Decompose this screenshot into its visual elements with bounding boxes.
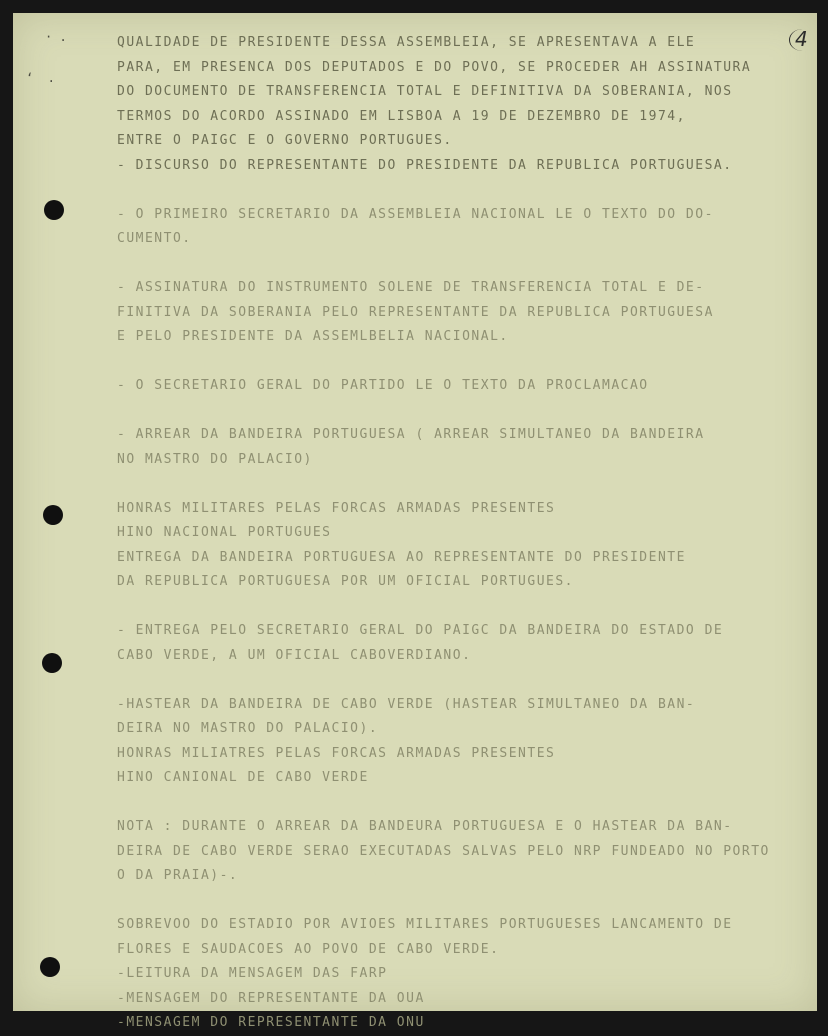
text-line: FINITIVA DA SOBERANIA PELO REPRESENTANTE DA REPUBLICA PORTUGUESA <box>117 304 714 320</box>
text-line: NOTA : DURANTE O ARREAR DA BANDEURA PORTUGUESA E O HASTEAR DA BAN- <box>117 819 733 834</box>
text-line: TERMOS DO ACORDO ASSINADO EM LISBOA A 19 DE DEZEMBRO DE 1974, <box>117 108 686 124</box>
typed-text-body <box>117 31 817 1036</box>
text-line: CABO VERDE, A UM OFICIAL CABOVERDIANO. <box>117 647 472 663</box>
text-line: DEIRA NO MASTRO DO PALACIO). <box>117 721 379 736</box>
text-line: - ASSINATURA DO INSTRUMENTO SOLENE DE TRANSFERENCIA TOTAL E DE- <box>117 280 705 295</box>
blank-line <box>117 595 817 620</box>
text-line: DEIRA DE CABO VERDE SERAO EXECUTADAS SALVAS PELO NRP FUNDEADO NO PORTO <box>117 843 770 859</box>
text-line: QUALIDADE DE PRESIDENTE DESSA ASSEMBLEIA, SE APRESENTAVA A ELE <box>117 35 696 50</box>
blank-line <box>117 350 817 375</box>
text-line: DA REPUBLICA PORTUGUESA POR UM OFICIAL PORTUGUES. <box>117 574 575 589</box>
text-line: ENTREGA DA BANDEIRA PORTUGUESA AO REPRESENTANTE DO PRESIDENTE <box>117 549 686 565</box>
text-line: ENTRE O PAIGC E O GOVERNO PORTUGUES. <box>117 133 453 148</box>
text-line: DO DOCUMENTO DE TRANSFERENCIA TOTAL E DEFINITIVA DA SOBERANIA, NOS <box>117 84 733 99</box>
text-line: - O SECRETARIO GERAL DO PARTIDO LE O TEXTO DA PROCLAMACAO <box>117 378 649 393</box>
text-line: E PELO PRESIDENTE DA ASSEMLBELIA NACIONAL. <box>117 329 509 344</box>
binder-hole <box>43 505 63 525</box>
text-line: CUMENTO. <box>117 231 192 246</box>
text-line: NO MASTRO DO PALACIO) <box>117 451 313 467</box>
text-line: -HASTEAR DA BANDEIRA DE CABO VERDE (HASTEAR SIMULTANEO DA BAN- <box>117 696 696 712</box>
blank-line <box>117 668 817 693</box>
stray-mark: · . <box>45 30 67 44</box>
text-line: -MENSAGEM DO REPRESENTANTE DA ONU <box>117 1015 425 1030</box>
text-line: HINO CANIONAL DE CABO VERDE <box>117 770 369 785</box>
blank-line <box>117 252 817 277</box>
text-line: -LEITURA DA MENSAGEM DAS FARP <box>117 966 388 981</box>
text-line: O DA PRAIA)-. <box>117 868 239 883</box>
blank-line <box>117 178 817 203</box>
text-line: FLORES E SAUDACOES AO POVO DE CABO VERDE. <box>117 941 500 957</box>
binder-hole <box>42 653 62 673</box>
text-line: - ARREAR DA BANDEIRA PORTUGUESA ( ARREAR SIMULTANEO DA BANDEIRA <box>117 427 705 442</box>
blank-line <box>117 791 817 816</box>
document-page <box>13 13 817 1030</box>
stray-mark: ‘ . <box>26 71 55 85</box>
text-line: - DISCURSO DO REPRESENTANTE DO PRESIDENTE DA REPUBLICA PORTUGUESA. <box>117 157 733 173</box>
text-line: PARA, EM PRESENCA DOS DEPUTADOS E DO POVO, SE PROCEDER AH ASSINATURA <box>117 59 752 75</box>
blank-line <box>117 889 817 914</box>
text-line: - O PRIMEIRO SECRETARIO DA ASSEMBLEIA NACIONAL LE O TEXTO DO DO- <box>117 206 714 222</box>
binder-hole <box>44 200 64 220</box>
text-line: HONRAS MILITARES PELAS FORCAS ARMADAS PRESENTES <box>117 500 556 516</box>
binder-hole <box>40 957 60 977</box>
text-line: SOBREVOO DO ESTADIO POR AVIOES MILITARES PORTUGUESES LANCAMENTO DE <box>117 917 733 932</box>
text-line: HINO NACIONAL PORTUGUES <box>117 525 332 540</box>
text-line: -MENSAGEM DO REPRESENTANTE DA OUA <box>117 990 425 1006</box>
text-line: HONRAS MILIATRES PELAS FORCAS ARMADAS PRESENTES <box>117 745 556 761</box>
blank-line <box>117 472 817 497</box>
page-number: 4 <box>795 27 808 51</box>
text-line: - ENTREGA PELO SECRETARIO GERAL DO PAIGC DA BANDEIRA DO ESTADO DE <box>117 623 724 638</box>
blank-line <box>117 399 817 424</box>
